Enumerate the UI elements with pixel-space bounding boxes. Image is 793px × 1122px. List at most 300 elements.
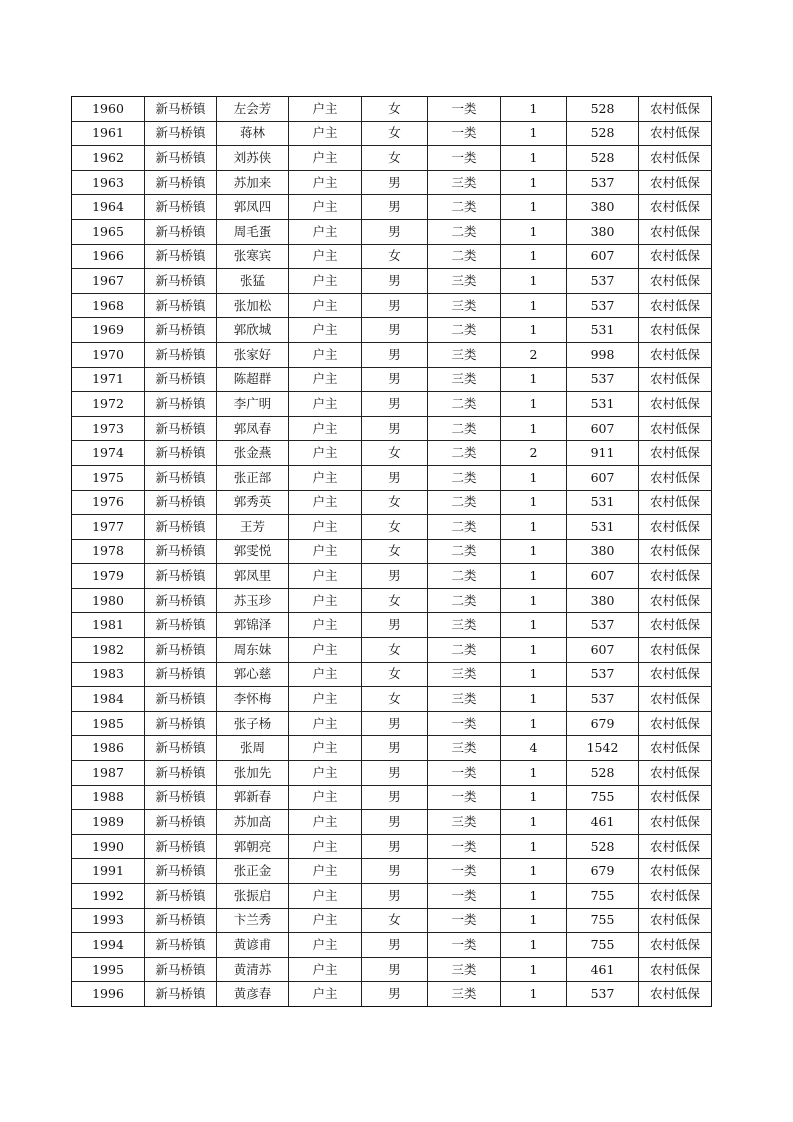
relation-cell: 户主 <box>289 539 362 564</box>
relation-cell: 户主 <box>289 146 362 171</box>
category-cell: 三类 <box>428 810 501 835</box>
amount-cell: 380 <box>567 219 639 244</box>
table-row <box>72 588 712 613</box>
relation-cell: 户主 <box>289 810 362 835</box>
table-row <box>72 416 712 441</box>
town-cell: 新马桥镇 <box>145 441 217 466</box>
table-row <box>72 761 712 786</box>
name-cell: 张家好 <box>217 342 289 367</box>
town-cell: 新马桥镇 <box>145 293 217 318</box>
gender-cell: 男 <box>362 736 428 761</box>
relation-cell: 户主 <box>289 933 362 958</box>
serial-number-cell: 1988 <box>72 785 145 810</box>
category-cell: 三类 <box>428 736 501 761</box>
household-size-cell: 1 <box>501 884 567 909</box>
program-cell: 农村低保 <box>639 884 712 909</box>
table-row <box>72 785 712 810</box>
amount-cell: 537 <box>567 170 639 195</box>
category-cell: 二类 <box>428 564 501 589</box>
program-cell: 农村低保 <box>639 539 712 564</box>
amount-cell: 537 <box>567 687 639 712</box>
gender-cell: 女 <box>362 97 428 122</box>
serial-number-cell: 1977 <box>72 515 145 540</box>
amount-cell: 1542 <box>567 736 639 761</box>
program-cell: 农村低保 <box>639 244 712 269</box>
gender-cell: 男 <box>362 957 428 982</box>
relation-cell: 户主 <box>289 564 362 589</box>
table-row <box>72 638 712 663</box>
amount-cell: 531 <box>567 515 639 540</box>
serial-number-cell: 1991 <box>72 859 145 884</box>
serial-number-cell: 1979 <box>72 564 145 589</box>
amount-cell: 531 <box>567 318 639 343</box>
household-size-cell: 1 <box>501 515 567 540</box>
gender-cell: 男 <box>362 859 428 884</box>
category-cell: 二类 <box>428 490 501 515</box>
program-cell: 农村低保 <box>639 638 712 663</box>
town-cell: 新马桥镇 <box>145 392 217 417</box>
name-cell: 郭心慈 <box>217 662 289 687</box>
category-cell: 二类 <box>428 318 501 343</box>
household-size-cell: 1 <box>501 761 567 786</box>
name-cell: 张寒宾 <box>217 244 289 269</box>
gender-cell: 男 <box>362 342 428 367</box>
serial-number-cell: 1989 <box>72 810 145 835</box>
relation-cell: 户主 <box>289 613 362 638</box>
household-size-cell: 1 <box>501 908 567 933</box>
town-cell: 新马桥镇 <box>145 908 217 933</box>
name-cell: 郭欣城 <box>217 318 289 343</box>
gender-cell: 男 <box>362 564 428 589</box>
name-cell: 左会芳 <box>217 97 289 122</box>
gender-cell: 男 <box>362 982 428 1007</box>
category-cell: 二类 <box>428 515 501 540</box>
gender-cell: 男 <box>362 834 428 859</box>
serial-number-cell: 1972 <box>72 392 145 417</box>
name-cell: 黄谚甫 <box>217 933 289 958</box>
town-cell: 新马桥镇 <box>145 933 217 958</box>
serial-number-cell: 1960 <box>72 97 145 122</box>
name-cell: 张金燕 <box>217 441 289 466</box>
relation-cell: 户主 <box>289 834 362 859</box>
serial-number-cell: 1974 <box>72 441 145 466</box>
table-row <box>72 195 712 220</box>
program-cell: 农村低保 <box>639 834 712 859</box>
name-cell: 张加松 <box>217 293 289 318</box>
gender-cell: 女 <box>362 687 428 712</box>
name-cell: 郭凤里 <box>217 564 289 589</box>
serial-number-cell: 1978 <box>72 539 145 564</box>
name-cell: 周东妹 <box>217 638 289 663</box>
name-cell: 苏加高 <box>217 810 289 835</box>
relation-cell: 户主 <box>289 687 362 712</box>
household-size-cell: 1 <box>501 982 567 1007</box>
household-size-cell: 1 <box>501 465 567 490</box>
household-size-cell: 2 <box>501 342 567 367</box>
gender-cell: 男 <box>362 392 428 417</box>
relation-cell: 户主 <box>289 884 362 909</box>
serial-number-cell: 1980 <box>72 588 145 613</box>
town-cell: 新马桥镇 <box>145 170 217 195</box>
program-cell: 农村低保 <box>639 933 712 958</box>
program-cell: 农村低保 <box>639 97 712 122</box>
amount-cell: 679 <box>567 859 639 884</box>
amount-cell: 607 <box>567 465 639 490</box>
town-cell: 新马桥镇 <box>145 957 217 982</box>
category-cell: 二类 <box>428 441 501 466</box>
amount-cell: 528 <box>567 761 639 786</box>
gender-cell: 女 <box>362 638 428 663</box>
category-cell: 一类 <box>428 761 501 786</box>
household-size-cell: 1 <box>501 219 567 244</box>
category-cell: 三类 <box>428 269 501 294</box>
serial-number-cell: 1992 <box>72 884 145 909</box>
town-cell: 新马桥镇 <box>145 638 217 663</box>
gender-cell: 男 <box>362 761 428 786</box>
table-row <box>72 539 712 564</box>
category-cell: 二类 <box>428 195 501 220</box>
gender-cell: 男 <box>362 293 428 318</box>
gender-cell: 男 <box>362 219 428 244</box>
program-cell: 农村低保 <box>639 687 712 712</box>
serial-number-cell: 1987 <box>72 761 145 786</box>
town-cell: 新马桥镇 <box>145 121 217 146</box>
gender-cell: 男 <box>362 884 428 909</box>
relation-cell: 户主 <box>289 269 362 294</box>
amount-cell: 755 <box>567 884 639 909</box>
relation-cell: 户主 <box>289 982 362 1007</box>
serial-number-cell: 1993 <box>72 908 145 933</box>
household-size-cell: 1 <box>501 269 567 294</box>
amount-cell: 755 <box>567 908 639 933</box>
amount-cell: 911 <box>567 441 639 466</box>
name-cell: 张振启 <box>217 884 289 909</box>
gender-cell: 男 <box>362 416 428 441</box>
relation-cell: 户主 <box>289 515 362 540</box>
household-size-cell: 1 <box>501 367 567 392</box>
category-cell: 一类 <box>428 711 501 736</box>
household-size-cell: 1 <box>501 146 567 171</box>
name-cell: 刘苏侠 <box>217 146 289 171</box>
program-cell: 农村低保 <box>639 441 712 466</box>
relation-cell: 户主 <box>289 638 362 663</box>
table-row <box>72 613 712 638</box>
assistance-register-table <box>71 96 712 1007</box>
program-cell: 农村低保 <box>639 711 712 736</box>
town-cell: 新马桥镇 <box>145 515 217 540</box>
name-cell: 张猛 <box>217 269 289 294</box>
relation-cell: 户主 <box>289 342 362 367</box>
category-cell: 一类 <box>428 834 501 859</box>
table-row <box>72 342 712 367</box>
name-cell: 郭朝亮 <box>217 834 289 859</box>
gender-cell: 女 <box>362 490 428 515</box>
relation-cell: 户主 <box>289 785 362 810</box>
amount-cell: 461 <box>567 957 639 982</box>
gender-cell: 男 <box>362 195 428 220</box>
category-cell: 三类 <box>428 982 501 1007</box>
program-cell: 农村低保 <box>639 367 712 392</box>
household-size-cell: 1 <box>501 293 567 318</box>
table-row <box>72 957 712 982</box>
program-cell: 农村低保 <box>639 269 712 294</box>
gender-cell: 女 <box>362 908 428 933</box>
program-cell: 农村低保 <box>639 342 712 367</box>
household-size-cell: 1 <box>501 121 567 146</box>
household-size-cell: 1 <box>501 785 567 810</box>
serial-number-cell: 1968 <box>72 293 145 318</box>
relation-cell: 户主 <box>289 662 362 687</box>
name-cell: 张正金 <box>217 859 289 884</box>
serial-number-cell: 1996 <box>72 982 145 1007</box>
table-row <box>72 711 712 736</box>
town-cell: 新马桥镇 <box>145 146 217 171</box>
amount-cell: 607 <box>567 564 639 589</box>
program-cell: 农村低保 <box>639 908 712 933</box>
table-row <box>72 908 712 933</box>
name-cell: 黄清苏 <box>217 957 289 982</box>
name-cell: 张子杨 <box>217 711 289 736</box>
table-row <box>72 662 712 687</box>
category-cell: 一类 <box>428 908 501 933</box>
category-cell: 一类 <box>428 97 501 122</box>
town-cell: 新马桥镇 <box>145 195 217 220</box>
household-size-cell: 2 <box>501 441 567 466</box>
town-cell: 新马桥镇 <box>145 465 217 490</box>
household-size-cell: 1 <box>501 392 567 417</box>
serial-number-cell: 1966 <box>72 244 145 269</box>
table-row <box>72 490 712 515</box>
serial-number-cell: 1970 <box>72 342 145 367</box>
serial-number-cell: 1964 <box>72 195 145 220</box>
program-cell: 农村低保 <box>639 195 712 220</box>
table-row <box>72 687 712 712</box>
name-cell: 张周 <box>217 736 289 761</box>
town-cell: 新马桥镇 <box>145 269 217 294</box>
category-cell: 一类 <box>428 785 501 810</box>
category-cell: 三类 <box>428 687 501 712</box>
gender-cell: 男 <box>362 933 428 958</box>
program-cell: 农村低保 <box>639 490 712 515</box>
name-cell: 蒋林 <box>217 121 289 146</box>
amount-cell: 537 <box>567 269 639 294</box>
town-cell: 新马桥镇 <box>145 318 217 343</box>
name-cell: 王芳 <box>217 515 289 540</box>
amount-cell: 461 <box>567 810 639 835</box>
table-row <box>72 318 712 343</box>
town-cell: 新马桥镇 <box>145 736 217 761</box>
household-size-cell: 1 <box>501 810 567 835</box>
table-row <box>72 884 712 909</box>
town-cell: 新马桥镇 <box>145 219 217 244</box>
town-cell: 新马桥镇 <box>145 97 217 122</box>
household-size-cell: 1 <box>501 97 567 122</box>
program-cell: 农村低保 <box>639 392 712 417</box>
table-row <box>72 465 712 490</box>
gender-cell: 女 <box>362 121 428 146</box>
household-size-cell: 1 <box>501 416 567 441</box>
amount-cell: 998 <box>567 342 639 367</box>
amount-cell: 531 <box>567 490 639 515</box>
name-cell: 郭凤四 <box>217 195 289 220</box>
town-cell: 新马桥镇 <box>145 564 217 589</box>
table-row <box>72 392 712 417</box>
relation-cell: 户主 <box>289 859 362 884</box>
household-size-cell: 1 <box>501 564 567 589</box>
table-row <box>72 97 712 122</box>
program-cell: 农村低保 <box>639 810 712 835</box>
name-cell: 郭锦泽 <box>217 613 289 638</box>
name-cell: 李怀梅 <box>217 687 289 712</box>
amount-cell: 607 <box>567 244 639 269</box>
town-cell: 新马桥镇 <box>145 416 217 441</box>
serial-number-cell: 1961 <box>72 121 145 146</box>
name-cell: 苏加来 <box>217 170 289 195</box>
gender-cell: 男 <box>362 613 428 638</box>
program-cell: 农村低保 <box>639 465 712 490</box>
program-cell: 农村低保 <box>639 957 712 982</box>
name-cell: 张加先 <box>217 761 289 786</box>
table-body <box>72 97 712 1007</box>
town-cell: 新马桥镇 <box>145 687 217 712</box>
relation-cell: 户主 <box>289 441 362 466</box>
household-size-cell: 1 <box>501 613 567 638</box>
category-cell: 三类 <box>428 367 501 392</box>
serial-number-cell: 1986 <box>72 736 145 761</box>
table-row <box>72 367 712 392</box>
town-cell: 新马桥镇 <box>145 711 217 736</box>
program-cell: 农村低保 <box>639 318 712 343</box>
gender-cell: 男 <box>362 465 428 490</box>
category-cell: 二类 <box>428 638 501 663</box>
household-size-cell: 1 <box>501 687 567 712</box>
category-cell: 二类 <box>428 465 501 490</box>
household-size-cell: 1 <box>501 195 567 220</box>
program-cell: 农村低保 <box>639 564 712 589</box>
category-cell: 三类 <box>428 293 501 318</box>
name-cell: 张正部 <box>217 465 289 490</box>
household-size-cell: 4 <box>501 736 567 761</box>
serial-number-cell: 1971 <box>72 367 145 392</box>
town-cell: 新马桥镇 <box>145 761 217 786</box>
amount-cell: 380 <box>567 195 639 220</box>
program-cell: 农村低保 <box>639 121 712 146</box>
relation-cell: 户主 <box>289 121 362 146</box>
household-size-cell: 1 <box>501 170 567 195</box>
serial-number-cell: 1990 <box>72 834 145 859</box>
gender-cell: 男 <box>362 810 428 835</box>
household-size-cell: 1 <box>501 957 567 982</box>
name-cell: 苏玉珍 <box>217 588 289 613</box>
table-row <box>72 810 712 835</box>
serial-number-cell: 1967 <box>72 269 145 294</box>
name-cell: 郭凤春 <box>217 416 289 441</box>
town-cell: 新马桥镇 <box>145 982 217 1007</box>
serial-number-cell: 1982 <box>72 638 145 663</box>
amount-cell: 537 <box>567 367 639 392</box>
amount-cell: 531 <box>567 392 639 417</box>
amount-cell: 607 <box>567 638 639 663</box>
amount-cell: 528 <box>567 146 639 171</box>
relation-cell: 户主 <box>289 761 362 786</box>
serial-number-cell: 1976 <box>72 490 145 515</box>
program-cell: 农村低保 <box>639 982 712 1007</box>
gender-cell: 女 <box>362 539 428 564</box>
category-cell: 二类 <box>428 416 501 441</box>
table-row <box>72 244 712 269</box>
serial-number-cell: 1995 <box>72 957 145 982</box>
amount-cell: 679 <box>567 711 639 736</box>
amount-cell: 607 <box>567 416 639 441</box>
relation-cell: 户主 <box>289 908 362 933</box>
category-cell: 一类 <box>428 859 501 884</box>
relation-cell: 户主 <box>289 219 362 244</box>
category-cell: 二类 <box>428 244 501 269</box>
program-cell: 农村低保 <box>639 170 712 195</box>
relation-cell: 户主 <box>289 957 362 982</box>
amount-cell: 380 <box>567 539 639 564</box>
town-cell: 新马桥镇 <box>145 785 217 810</box>
town-cell: 新马桥镇 <box>145 662 217 687</box>
table-row <box>72 564 712 589</box>
household-size-cell: 1 <box>501 638 567 663</box>
household-size-cell: 1 <box>501 933 567 958</box>
household-size-cell: 1 <box>501 711 567 736</box>
category-cell: 二类 <box>428 588 501 613</box>
household-size-cell: 1 <box>501 318 567 343</box>
town-cell: 新马桥镇 <box>145 834 217 859</box>
name-cell: 郭秀英 <box>217 490 289 515</box>
category-cell: 三类 <box>428 170 501 195</box>
category-cell: 一类 <box>428 884 501 909</box>
serial-number-cell: 1984 <box>72 687 145 712</box>
gender-cell: 男 <box>362 785 428 810</box>
amount-cell: 528 <box>567 834 639 859</box>
amount-cell: 380 <box>567 588 639 613</box>
household-size-cell: 1 <box>501 588 567 613</box>
category-cell: 二类 <box>428 392 501 417</box>
program-cell: 农村低保 <box>639 588 712 613</box>
town-cell: 新马桥镇 <box>145 539 217 564</box>
town-cell: 新马桥镇 <box>145 588 217 613</box>
table-row <box>72 982 712 1007</box>
household-size-cell: 1 <box>501 539 567 564</box>
name-cell: 黄彦春 <box>217 982 289 1007</box>
town-cell: 新马桥镇 <box>145 810 217 835</box>
gender-cell: 女 <box>362 662 428 687</box>
relation-cell: 户主 <box>289 244 362 269</box>
relation-cell: 户主 <box>289 97 362 122</box>
relation-cell: 户主 <box>289 490 362 515</box>
program-cell: 农村低保 <box>639 736 712 761</box>
category-cell: 三类 <box>428 957 501 982</box>
gender-cell: 女 <box>362 515 428 540</box>
table-row <box>72 170 712 195</box>
program-cell: 农村低保 <box>639 293 712 318</box>
gender-cell: 女 <box>362 244 428 269</box>
serial-number-cell: 1969 <box>72 318 145 343</box>
category-cell: 三类 <box>428 613 501 638</box>
serial-number-cell: 1985 <box>72 711 145 736</box>
relation-cell: 户主 <box>289 736 362 761</box>
category-cell: 三类 <box>428 662 501 687</box>
program-cell: 农村低保 <box>639 761 712 786</box>
name-cell: 卞兰秀 <box>217 908 289 933</box>
relation-cell: 户主 <box>289 588 362 613</box>
relation-cell: 户主 <box>289 195 362 220</box>
serial-number-cell: 1973 <box>72 416 145 441</box>
amount-cell: 537 <box>567 982 639 1007</box>
